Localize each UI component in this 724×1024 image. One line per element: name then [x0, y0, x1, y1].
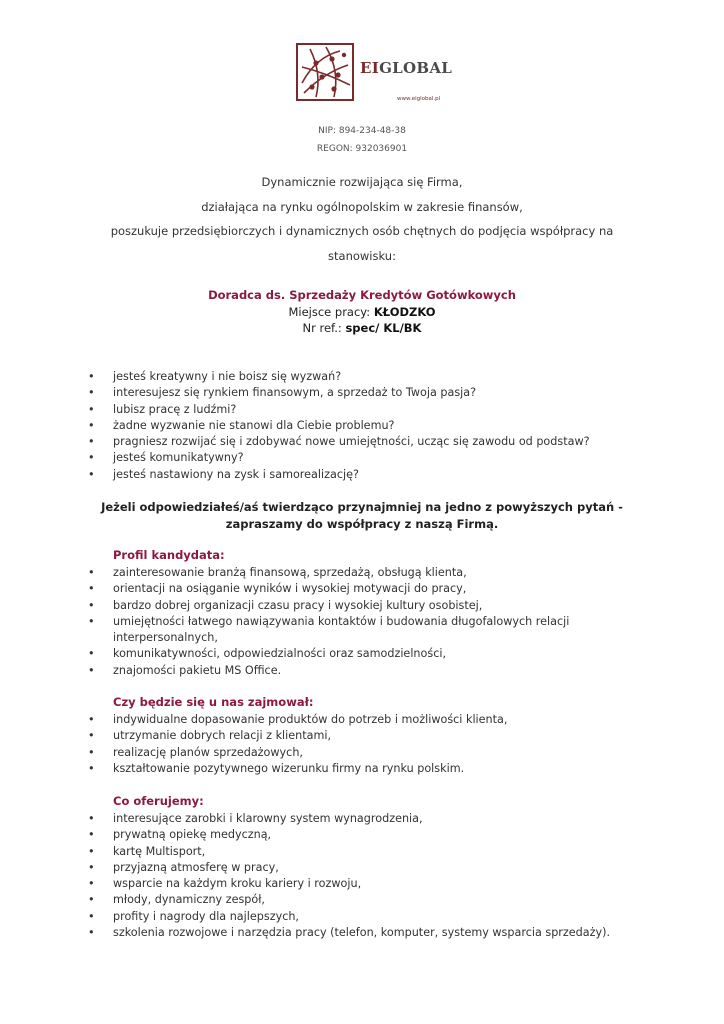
list-item: • orientacji na osiąganie wyników i wysokiej motywacji do pracy,	[86, 581, 583, 597]
brand-url: www.eiglobal.pl	[397, 96, 441, 102]
list-item: • znajomości pakietu MS Office.	[86, 663, 583, 679]
intro-line: Dynamicznie rozwijająca się Firma,	[261, 175, 463, 189]
list-item: • kształtowanie pozytywnego wizerunku firmy na rynku polskim.	[86, 761, 507, 777]
list-item: • lubisz pracę z ludźmi?	[86, 402, 590, 418]
intro-line: poszukuje przedsiębiorczych i dynamicznych osób chętnych do podjęcia współpracy na	[110, 224, 614, 238]
reference-value: spec/ KL/BK	[345, 321, 422, 335]
location-value: KŁODZKO	[373, 305, 436, 319]
list-item: • żadne wyzwanie nie stanowi dla Ciebie problemu?	[86, 418, 590, 434]
list-item: • jesteś kreatywny i nie boisz się wyzwań?	[86, 369, 590, 385]
list-item: • jesteś nastawiony na zysk i samorealizację?	[86, 467, 590, 483]
list-item: • profity i nagrody dla najlepszych,	[86, 909, 610, 925]
list-item: • zainteresowanie branżą finansową, sprzedażą, obsługą klienta,	[86, 565, 583, 581]
reference-label: Nr ref.:	[302, 321, 346, 335]
questions-list	[86, 369, 590, 483]
intro-line: stanowisku:	[328, 249, 396, 263]
list-item: • prywatną opiekę medyczną,	[86, 827, 610, 843]
list-item: • wsparcie na każdym kroku kariery i rozwoju,	[86, 876, 610, 892]
brand-prefix: EI	[360, 59, 380, 77]
globe-network-icon	[296, 43, 354, 101]
call-to-action: Jeżeli odpowiedziałeś/aś twierdząco przynajmniej na jedno z powyższych pytań - zapraszamy do współpracy z naszą Firmą.	[101, 500, 623, 531]
intro-line: działająca na rynku ogólnopolskim w zakresie finansów,	[201, 200, 523, 214]
list-item: • umiejętności łatwego nawiązywania kontaktów i budowania długofalowych relacji interpersonalnych,	[86, 614, 583, 647]
offer-list	[86, 811, 610, 941]
list-item: • interesujące zarobki i klarowny system wynagrodzenia,	[86, 811, 610, 827]
list-item: • indywidualne dopasowanie produktów do potrzeb i możliwości klienta,	[86, 712, 507, 728]
duties-list	[86, 712, 507, 777]
regon-number: REGON: 932036901	[316, 144, 408, 154]
job-title: Doradca ds. Sprzedaży Kredytów Gotówkowych	[208, 288, 516, 302]
list-item: • utrzymanie dobrych relacji z klientami,	[86, 728, 507, 744]
profile-heading: Profil kandydata:	[113, 548, 225, 562]
offer-heading: Co oferujemy:	[113, 794, 204, 808]
list-item: • kartę Multisport,	[86, 844, 610, 860]
company-logo	[296, 43, 456, 107]
location-label: Miejsce pracy:	[288, 305, 374, 319]
brand-name	[360, 59, 452, 77]
nip-number: NIP: 894-234-48-38	[318, 126, 406, 136]
job-reference	[0, 321, 724, 335]
list-item: • bardzo dobrej organizacji czasu pracy i wysokiej kultury osobistej,	[86, 598, 583, 614]
profile-list	[86, 565, 583, 679]
list-item: • przyjazną atmosferę w pracy,	[86, 860, 610, 876]
job-location	[0, 305, 724, 319]
list-item: • realizację planów sprzedażowych,	[86, 745, 507, 761]
list-item: • interesujesz się rynkiem finansowym, a sprzedaż to Twoja pasja?	[86, 385, 590, 401]
list-item: • pragniesz rozwijać się i zdobywać nowe umiejętności, ucząc się zawodu od podstaw?	[86, 434, 590, 450]
list-item: • młody, dynamiczny zespół,	[86, 892, 610, 908]
brand-suffix: GLOBAL	[379, 59, 453, 77]
list-item: • komunikatywności, odpowiedzialności oraz samodzielności,	[86, 646, 583, 662]
duties-heading: Czy będzie się u nas zajmował:	[113, 695, 314, 709]
list-item: • jesteś komunikatywny?	[86, 450, 590, 466]
list-item: • szkolenia rozwojowe i narzędzia pracy (telefon, komputer, systemy wsparcia sprzedaży).	[86, 925, 610, 941]
